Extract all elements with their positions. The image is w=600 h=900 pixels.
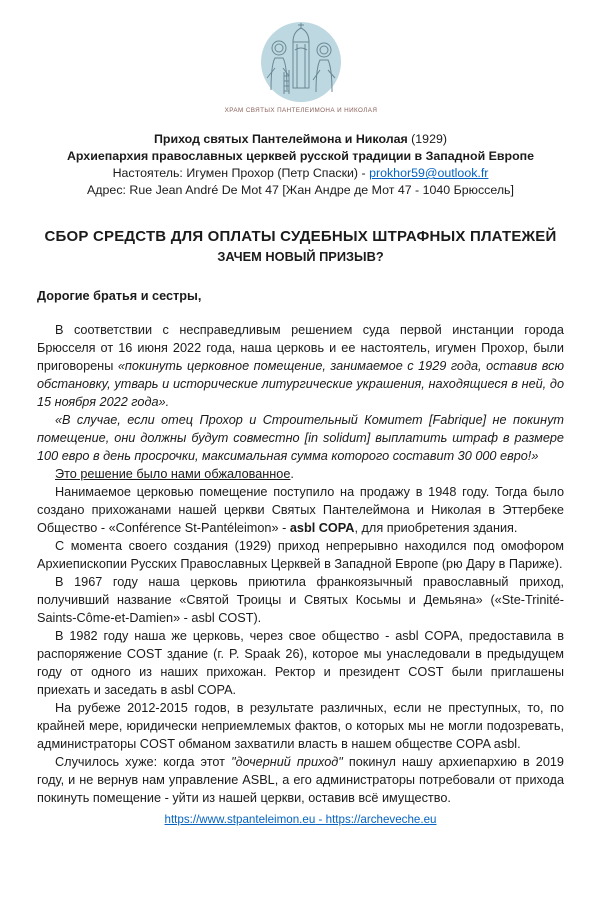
paragraph-2012-2015: На рубеже 2012-2015 годов, в результате различных, если не преступных, то, по крайней мере, юридически неприемлемых фактов, о которых мы не могли подозревать, администраторы COST обманом захватили власть в нашем обществе COPA asbl. [37,701,564,751]
paragraph-penalty-quote: «В случае, если отец Прохор и Строительный Комитет [Fabrique] не покинут помещение, они должны будут совместно [in solidum] выплатить штраф в размере 100 евро в день просрочки, максимальная сумма которого составит 30 000 евро!» [37,413,564,463]
worse-intro: Случилось хуже: когда этот [55,755,232,769]
letter-body [37,287,564,807]
parish-year: (1929) [407,132,447,146]
paragraph-court-ruling [37,321,564,411]
paragraph-appeal [37,465,564,483]
paragraph-1948-purchase [37,483,564,537]
link-separator: - [315,813,326,826]
archdiocese-line: Архиепархия православных церквей русской традиции в Западной Европе [66,149,535,163]
parish-name-line [37,131,564,148]
archeveche-link[interactable]: https://archeveche.eu [325,813,437,826]
daughter-parish-quote: "дочерний приход" [231,755,343,769]
paragraph-1967: В 1967 году наша церковь приютила франкоязычный православный приход, получивший название «Святой Троицы и Святых Косьмы и Демьяна» («Ste-Trinité-Saints-Côme-et-Damien» - asbl COST). [37,575,564,625]
title-line-1: СБОР СРЕДСТВ ДЛЯ ОПЛАТЫ СУДЕБНЫХ ШТРАФНЫХ ПЛАТЕЖЕЙ [44,228,557,245]
paragraph-2019 [37,753,564,807]
paragraph-1982: В 1982 году наша же церковь, через свое общество - asbl COPA, предоставила в распоряжение COST здание (г. P. Spaak 26), которое мы унаследовали в предыдущем году от одного из наших прихожан. Ректор и президент COST были приглашены приехать и заседать в asbl COPA. [37,629,564,697]
parish-logo [37,20,564,121]
rector-line [37,165,564,182]
church-emblem-icon [211,20,391,116]
appeal-period: . [290,467,294,481]
purchase-end: , для приобретения здания. [354,521,518,535]
logo-caption: ХРАМ СВЯТЫХ ПАНТЕЛЕИМОНА И НИКОЛАЯ [224,107,377,114]
greeting: Дорогие братья и сестры, [37,289,202,303]
parish-name: Приход святых Пантелеймона и Николая [154,132,408,146]
paragraph-omophorion: С момента своего создания (1929) приход непрерывно находился под омофором Архиепископии Русских Православных Церквей в Западной Европе (рю Дару в Париже). [37,539,564,571]
letterhead [37,131,564,199]
stpanteleimon-link[interactable]: https://www.stpanteleimon.eu [164,813,316,826]
appeal-statement: Это решение было нами обжалованное [55,467,291,481]
purchase-text: Нанимаемое церковью помещение поступило на продажу в 1948 году. Тогда было создано прихожанами нашей церкви Святых Пантелеймона и Николая в Эттербеке Общество - «Conférence St-Pantéleimon» - [37,485,564,535]
address-line: Адрес: Rue Jean André De Mot 47 [Жан Андре де Мот 47 - 1040 Брюссель] [87,183,514,197]
worse-end: покинул нашу архиепархию в 2019 году, и не вернув нам управление ASBL, а его администраторы потребовали от прихода покинуть помещение - уйти из нашей церкви, оставив всё имущество. [37,755,564,805]
title-line-2: ЗАЧЕМ НОВЫЙ ПРИЗЫВ? [217,249,384,264]
ruling-intro: В соответствии с несправедливым решением суда первой инстанции города Брюсселя от 16 июня 2022 года, наша церковь и ее настоятель, игумен Прохор, были приговорены [37,323,564,373]
copa-asbl-bold: asbl COPA [289,521,355,535]
email-link[interactable]: prokhor59@outlook.fr [369,166,489,180]
document-title [37,228,564,264]
rector-label: Настоятель: Игумен Прохор (Петр Спаски) - [112,166,370,180]
ruling-quote: «покинуть церковное помещение, занимаемое с 1929 года, оставив всю обстановку, утварь и исторические литургические украшения, находящиеся в ней, до 15 ноября 2022 года». [37,359,564,409]
footer-links [37,813,564,826]
